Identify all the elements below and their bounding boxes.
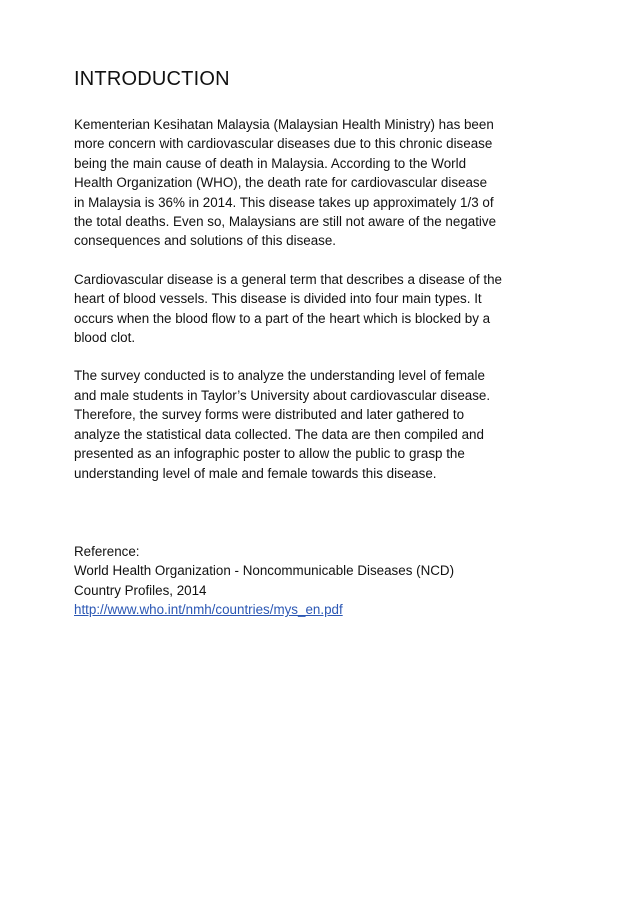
reference-link[interactable]: http://www.who.int/nmh/countries/mys_en.pdf (74, 602, 343, 618)
document-page (74, 66, 544, 620)
reference-source-line-1: World Health Organization - Noncommunicable Diseases (NCD) (74, 563, 455, 579)
reference-source-line-2: Country Profiles, 2014 (74, 582, 207, 598)
paragraph-intro: Kementerian Kesihatan Malaysia (Malaysian Health Ministry) has been more concern with cardiovascular diseases due to this chronic disease being the main cause of death in Malaysia. According to the World Health Organization (WHO), the death rate for cardiovascular disease in Malaysia is 36% in 2014. This disease takes up approximately 1/3 of the total deaths. Even so, Malaysians are still not aware of the negative consequences and solutions of this disease. (74, 117, 497, 249)
paragraph-definition: Cardiovascular disease is a general term that describes a disease of the heart of blood vessels. This disease is divided into four main types. It occurs when the blood flow to a part of the heart which is blocked by a blood clot. (74, 271, 502, 346)
page-title: INTRODUCTION (74, 68, 230, 90)
reference-label: Reference: (74, 543, 140, 559)
reference-section (74, 542, 544, 620)
paragraph-survey: The survey conducted is to analyze the understanding level of female and male students in Taylor’s University about cardiovascular disease. Therefore, the survey forms were distributed and later gathered to analyze the statistical data collected. The data are then compiled and presented as an infographic poster to allow the public to grasp the understanding level of male and female towards this disease. (74, 368, 491, 481)
